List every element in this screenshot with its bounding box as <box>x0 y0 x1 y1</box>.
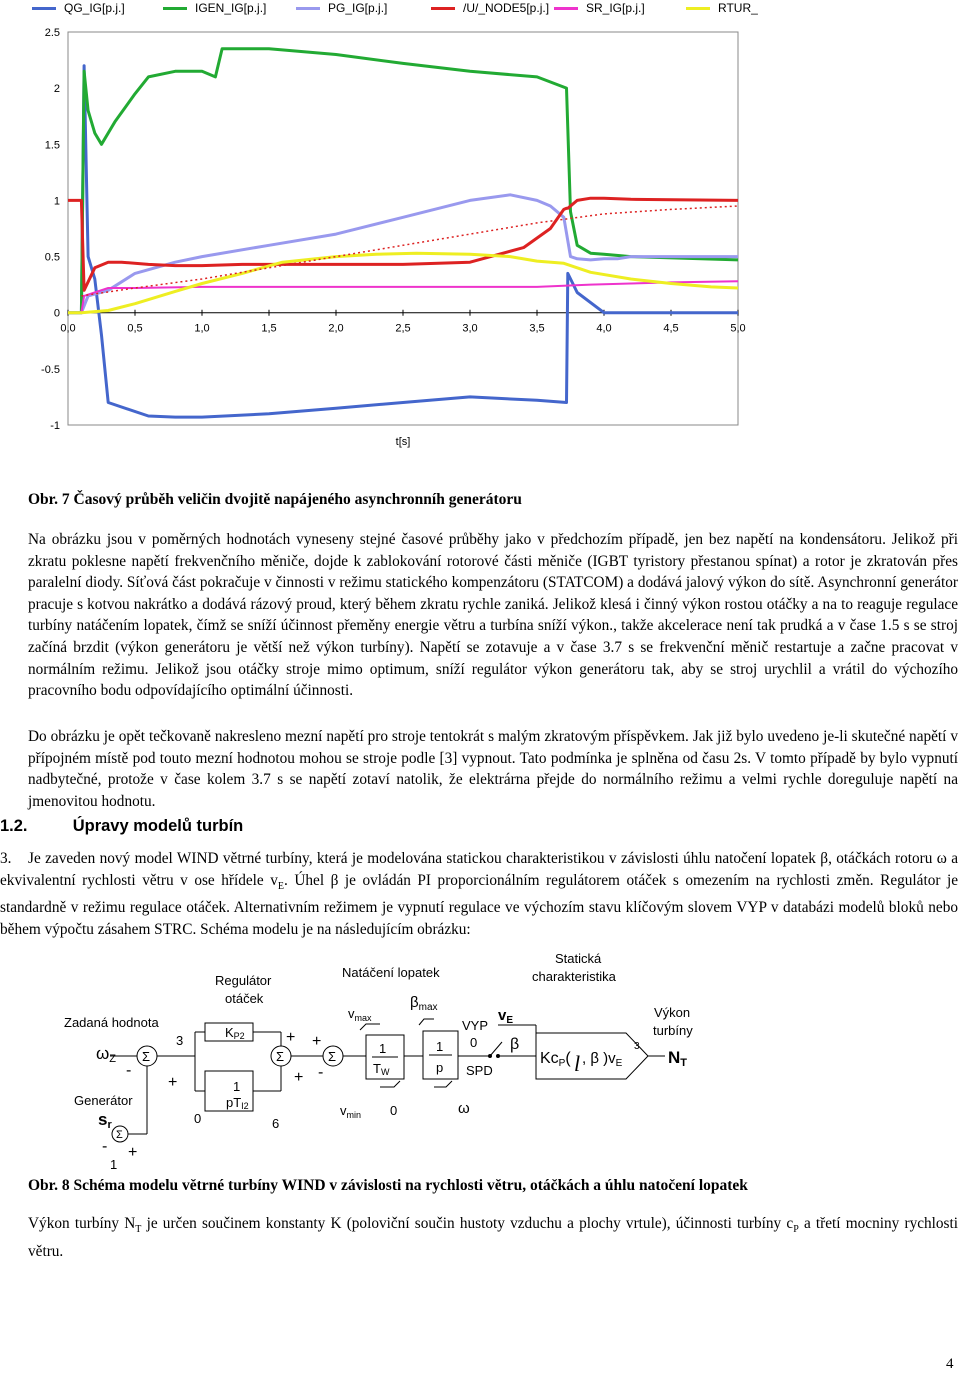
x-tick-label: 3,5 <box>529 322 545 335</box>
vmin-limit <box>380 1081 400 1087</box>
y-tick-label: 0.5 <box>44 251 60 264</box>
x-tick-label: 0,5 <box>127 322 143 335</box>
legend-item <box>686 0 758 16</box>
static-formula-rest: , β )$v_E$ <box>582 1050 623 1069</box>
integrator-num: 1 <box>233 1079 241 1094</box>
legend-item <box>431 0 549 16</box>
static-title-2: charakteristika <box>532 969 616 984</box>
sum-2-symbol: Σ <box>276 1049 285 1064</box>
y-tick-label: 2.5 <box>44 27 60 39</box>
static-formula-cube: 3 <box>634 1041 640 1052</box>
wire-label-6: 6 <box>272 1116 280 1131</box>
paragraph-2: Do obrázku je opět tečkovaně nakresleno mezní napětí pro stroje tentokrát s malým zkratovým příspěvkem. Jak již bylo uvedeno je-li skutečné napětí v přípojném místě pod touto mezní hodnotou mohou se stroje podle [3] vypnout. Tato podmínka je splněna od času 2s. V tomto případě by bylo vypnutí nadbytečné, protože v čase kolem 3.7 s se napětí zotaví natolik, že elektrárna přejde do normálního režimu a velmi rychle doreguluje napětí na jmenovitou hodnotu. <box>28 728 958 810</box>
vyp-label: VYP <box>462 1018 489 1033</box>
x-tick-label: 0,0 <box>60 322 76 335</box>
paragraph-3 <box>0 848 958 940</box>
legend-swatch <box>686 7 710 10</box>
legend-swatch <box>296 7 320 10</box>
x-tick-label: 5,0 <box>730 322 746 335</box>
ve-label: $v_E$ <box>498 1007 514 1026</box>
paragraph-4-text-c: a třetí mocniny rychlosti větru. <box>28 1215 959 1260</box>
setpoint-label: Zadaná hodnota <box>64 1015 159 1030</box>
omega-input-label: ω <box>458 1100 470 1117</box>
int-p-den: p <box>436 1060 444 1075</box>
paragraph-4-text-a: Výkon turbíny N <box>28 1215 136 1232</box>
legend-label: IGEN_IG[p.j.] <box>195 1 267 15</box>
sum-3-plus: + <box>312 1033 322 1050</box>
x-tick-label: 1,5 <box>261 322 277 335</box>
nt-label: NT <box>668 1048 688 1069</box>
legend-swatch <box>431 7 455 10</box>
series-line <box>68 198 738 290</box>
wind-turbine-block-diagram <box>50 945 750 1170</box>
y-tick-label: 2 <box>53 83 60 96</box>
static-formula-l: l <box>574 1051 581 1076</box>
kp-label: KP2 <box>225 1025 245 1041</box>
legend-swatch <box>163 7 187 10</box>
chart-legend <box>0 0 960 16</box>
tw-num: 1 <box>379 1041 387 1056</box>
vmin-label: $v_{min}$ <box>340 1103 362 1120</box>
integrator-min: 0 <box>194 1111 202 1126</box>
switch-zero: 0 <box>470 1035 478 1050</box>
sum-1-symbol: Σ <box>142 1049 151 1064</box>
legend-swatch <box>554 7 578 10</box>
figure-7-caption: Obr. 7 Časový průběh veličin dvojitě napájeného asynchronníh generátoru <box>28 491 522 508</box>
paragraph-4 <box>28 1213 958 1262</box>
x-tick-label: 3,0 <box>462 322 478 335</box>
static-formula: KcP( <box>540 1050 571 1069</box>
section-number: 1.2. <box>0 817 28 835</box>
power-label-1: Výkon <box>654 1005 691 1020</box>
y-tick-label: 1.5 <box>44 139 60 152</box>
time-response-chart <box>0 18 960 458</box>
pitch-title: Natáčení lopatek <box>342 965 440 980</box>
figure-8-caption: Obr. 8 Schéma modelu větrné turbíny WIND v závislosti na rychlosti větru, otáčkách a úhlu natočení lopatek <box>28 1177 748 1194</box>
section-title: Úpravy modelů turbín <box>72 817 244 835</box>
series-line <box>68 66 738 417</box>
paragraph-3-text-b: . Úhel β je ovládán PI proporcionálním regulátorem otáček s omezením na rychlosti změn. Regulátor je standardně v režimu regulace otáček. Alternativním režimem je vypnutí regulace ve výchozím stavu klíčovým slovem VYP v databázi modelů bloků nebo během výpočtu zásahem STRC. Schéma modelu je na následujícím obrázku: <box>0 871 958 938</box>
sum-gen-plus: + <box>128 1144 138 1161</box>
sum-2-plus-bottom: + <box>294 1069 304 1086</box>
vmax-label: $v_{max}$ <box>348 1006 372 1023</box>
paragraph-4-sub-1: T <box>135 1224 142 1236</box>
wire-label-3: 3 <box>176 1033 184 1048</box>
bmax-limit <box>419 1019 434 1025</box>
x-tick-label: 4,0 <box>596 322 612 335</box>
integrator-den: pTI2 <box>226 1095 249 1111</box>
sum-gen-one: 1 <box>110 1157 118 1170</box>
paragraph-3-sub: E <box>277 880 284 892</box>
x-tick-label: 2,5 <box>395 322 411 335</box>
sum-2-plus-top: + <box>286 1029 296 1046</box>
legend-item <box>163 0 266 16</box>
sum-gen-symbol: Σ <box>116 1129 123 1141</box>
bmin-limit <box>434 1081 452 1087</box>
switch-arm <box>490 1042 502 1056</box>
paragraph-1: Na obrázku jsou v poměrných hodnotách vyneseny stejné časové průběhy jako v předchozím případě, jen bez napětí na kondensátoru. Jelikož při zkratu poklesne napětí frekvenčního měniče, dojde k zablokování rotorové části měniče (IGBT tyristory přestanou spínat) a rotor je zkratován přes paralelní diody. Síťová část pokračuje v činnosti v režimu statického kompenzátoru (STATCOM) a dodává jalový výkon do sítě. Asynchronní generátor pracuje s kotvou nakrátko a dodává rázový proud, který během zkratu rychle zaniká. Jelikož klesá i činný výkon rostou otáčky a na to reaguje regulace turbíny natáčením lopatek, čímž se sníží účinnost přeměny energie větru a turbína sníží výkon., takže akcelerace není tak prudká a v čase 1.5 s se stroj začíná brzdit (výkon generátoru je větší než výkon turbíny). Napětí se zotavuje a v čase 3.7 s se frekvenční měnič restartuje a začne pracovat v normálním režimu. Jelikož jsou otáčky stroje mimo optimum, sníží regulátor výkon generátoru tak, aby se stroj urychlil a vrátil do výchozího pracovního bodu odpovídajícího optimální účinnosti. <box>28 531 958 700</box>
bmin-label: 0 <box>390 1103 398 1118</box>
regulator-title-2: otáček <box>225 991 264 1006</box>
plot-area <box>68 32 738 425</box>
tw-den: TW <box>373 1061 390 1077</box>
s-r-label: sr <box>98 1110 112 1131</box>
paragraph-4-text-b: je určen součinem konstanty K (poloviční součin hustoty vzduchu a plochy vrtule), účinnosti turbíny c <box>141 1215 794 1232</box>
legend-label: SR_IG[p.j.] <box>586 1 645 15</box>
legend-label: /U/_NODE5[p.j.] <box>463 1 550 15</box>
x-tick-label: 4,5 <box>663 322 679 335</box>
legend-item <box>296 0 387 16</box>
int-p-num: 1 <box>436 1039 444 1054</box>
section-heading <box>0 817 243 836</box>
vmax-limit <box>360 1024 380 1030</box>
power-label-2: turbíny <box>653 1023 693 1038</box>
y-tick-label: 1 <box>53 195 60 208</box>
page-number: 4 <box>946 1356 954 1372</box>
sum-1-minus: - <box>126 1062 132 1079</box>
sum-1-plus: + <box>168 1074 178 1091</box>
series-line <box>68 49 738 313</box>
bmax-label: $\beta_{max}$ <box>410 994 438 1013</box>
x-axis-label: t[s] <box>395 436 411 448</box>
y-tick-label: -0.5 <box>41 363 60 376</box>
omega-z-label: ωZ <box>96 1044 117 1065</box>
y-tick-label: -1 <box>50 420 60 432</box>
legend-label: QG_IG[p.j.] <box>64 1 125 15</box>
x-tick-label: 1,0 <box>194 322 210 335</box>
series-line <box>68 281 738 312</box>
legend-label: RTUR_ <box>718 1 758 15</box>
spd-label: SPD <box>466 1063 493 1078</box>
generator-label: Generátor <box>74 1093 133 1108</box>
sum-3-minus: - <box>318 1064 324 1081</box>
regulator-title-1: Regulátor <box>215 973 272 988</box>
legend-item <box>554 0 645 16</box>
legend-label: PG_IG[p.j.] <box>328 1 388 15</box>
static-title-1: Statická <box>555 951 602 966</box>
sum-3-symbol: Σ <box>328 1049 337 1064</box>
y-tick-label: 0 <box>53 307 60 320</box>
x-tick-label: 2,0 <box>328 322 344 335</box>
paragraph-4-sub-2: P <box>793 1224 799 1236</box>
sum-gen-minus: - <box>102 1138 108 1155</box>
legend-swatch <box>32 7 56 10</box>
paragraph-3-number: 3. <box>0 850 12 867</box>
beta-label: β <box>510 1036 520 1053</box>
legend-item <box>32 0 125 16</box>
paragraph-3-text-a: Je zaveden nový model WIND větrné turbíny, která je modelována statickou charakteristikou v závislosti úhlu natočení lopatek β, otáčkách rotoru ω a ekvivalentní rychlosti větru v ose hřídele v <box>0 850 958 889</box>
